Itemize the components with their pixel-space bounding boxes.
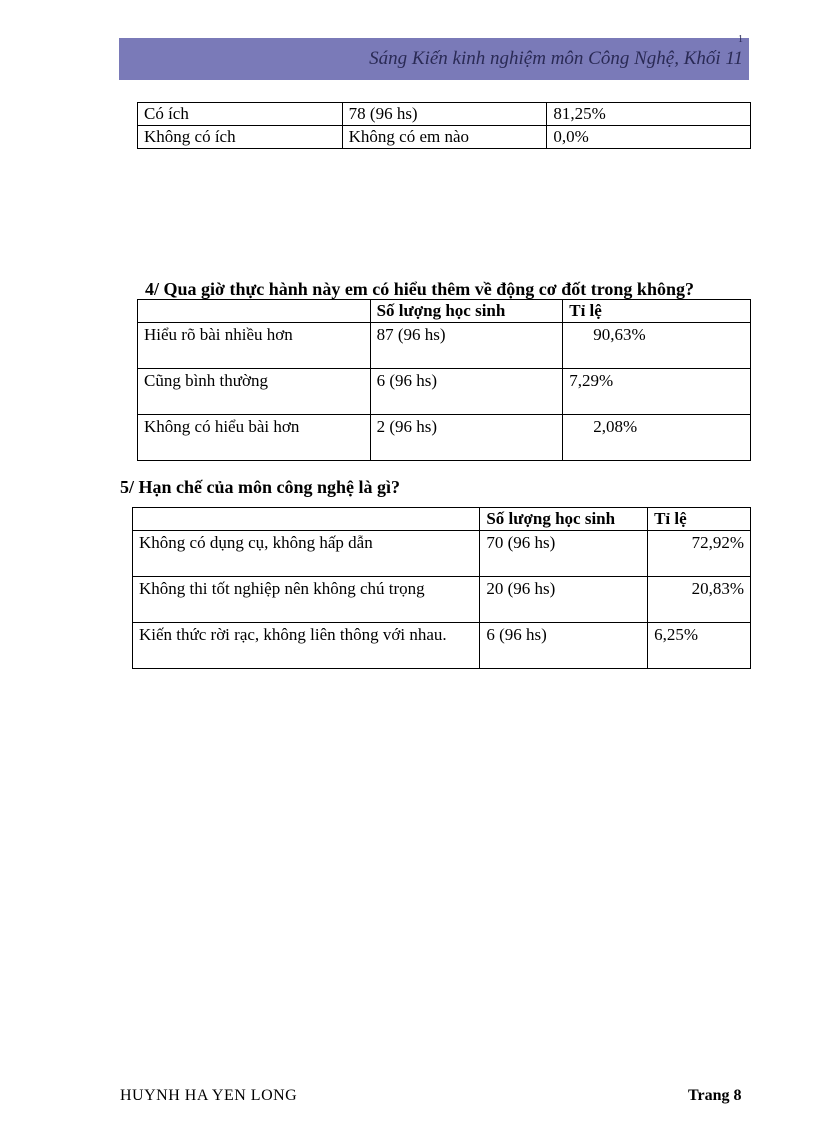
table-header-cell [133,508,480,531]
table-header-cell: Số lượng học sinh [480,508,648,531]
table-cell: Không có em nào [342,126,547,149]
table-cell: 70 (96 hs) [480,531,648,577]
table-cell: 6,25% [648,623,751,669]
table-cell: 2 (96 hs) [370,415,563,461]
table-cell: Không có dụng cụ, không hấp dẫn [133,531,480,577]
question-5-title: 5/ Hạn chế của môn công nghệ là gì? [120,477,401,497]
table-cell: Không thi tốt nghiệp nên không chú trọng [133,577,480,623]
table-header-cell: Số lượng học sinh [370,300,563,323]
table-cell: 90,63% [563,323,751,369]
table-cell: Có ích [138,103,343,126]
table-cell: 87 (96 hs) [370,323,563,369]
table-cell: 6 (96 hs) [480,623,648,669]
table-row [138,103,751,126]
table-header-row [138,300,751,323]
header-band [119,34,749,80]
footer-page-number: Trang 8 [688,1087,742,1104]
survey-table-usefulness [137,102,751,149]
table-header-cell: Tỉ lệ [563,300,751,323]
survey-table-question-4 [137,299,751,461]
header-mark: 1 [738,34,743,45]
table-row [133,577,751,623]
table-cell: Cũng bình thường [138,369,371,415]
table-cell: 2,08% [563,415,751,461]
table-cell: 0,0% [547,126,751,149]
table-cell: 6 (96 hs) [370,369,563,415]
table-row [138,369,751,415]
table-cell: 20 (96 hs) [480,577,648,623]
table-cell: 72,92% [648,531,751,577]
table-header-cell: Tỉ lệ [648,508,751,531]
header-title: Sáng Kiến kinh nghiệm môn Công Nghệ, Khối 11 [369,48,743,69]
table-cell: 78 (96 hs) [342,103,547,126]
table-cell: Không có hiểu bài hơn [138,415,371,461]
table-header-row [133,508,751,531]
table-cell: Không có ích [138,126,343,149]
table-cell: Kiến thức rời rạc, không liên thông với nhau. [133,623,480,669]
table-cell: 7,29% [563,369,751,415]
question-4-title: 4/ Qua giờ thực hành này em có hiểu thêm về động cơ đốt trong không? [145,279,694,299]
table-cell: Hiểu rõ bài nhiều hơn [138,323,371,369]
table-cell: 81,25% [547,103,751,126]
survey-table-question-5 [132,507,751,669]
table-row [138,126,751,149]
table-row [138,323,751,369]
footer-author: HUYNH HA YEN LONG [120,1087,298,1104]
table-row [138,415,751,461]
table-row [133,623,751,669]
table-row [133,531,751,577]
table-header-cell [138,300,371,323]
table-cell: 20,83% [648,577,751,623]
